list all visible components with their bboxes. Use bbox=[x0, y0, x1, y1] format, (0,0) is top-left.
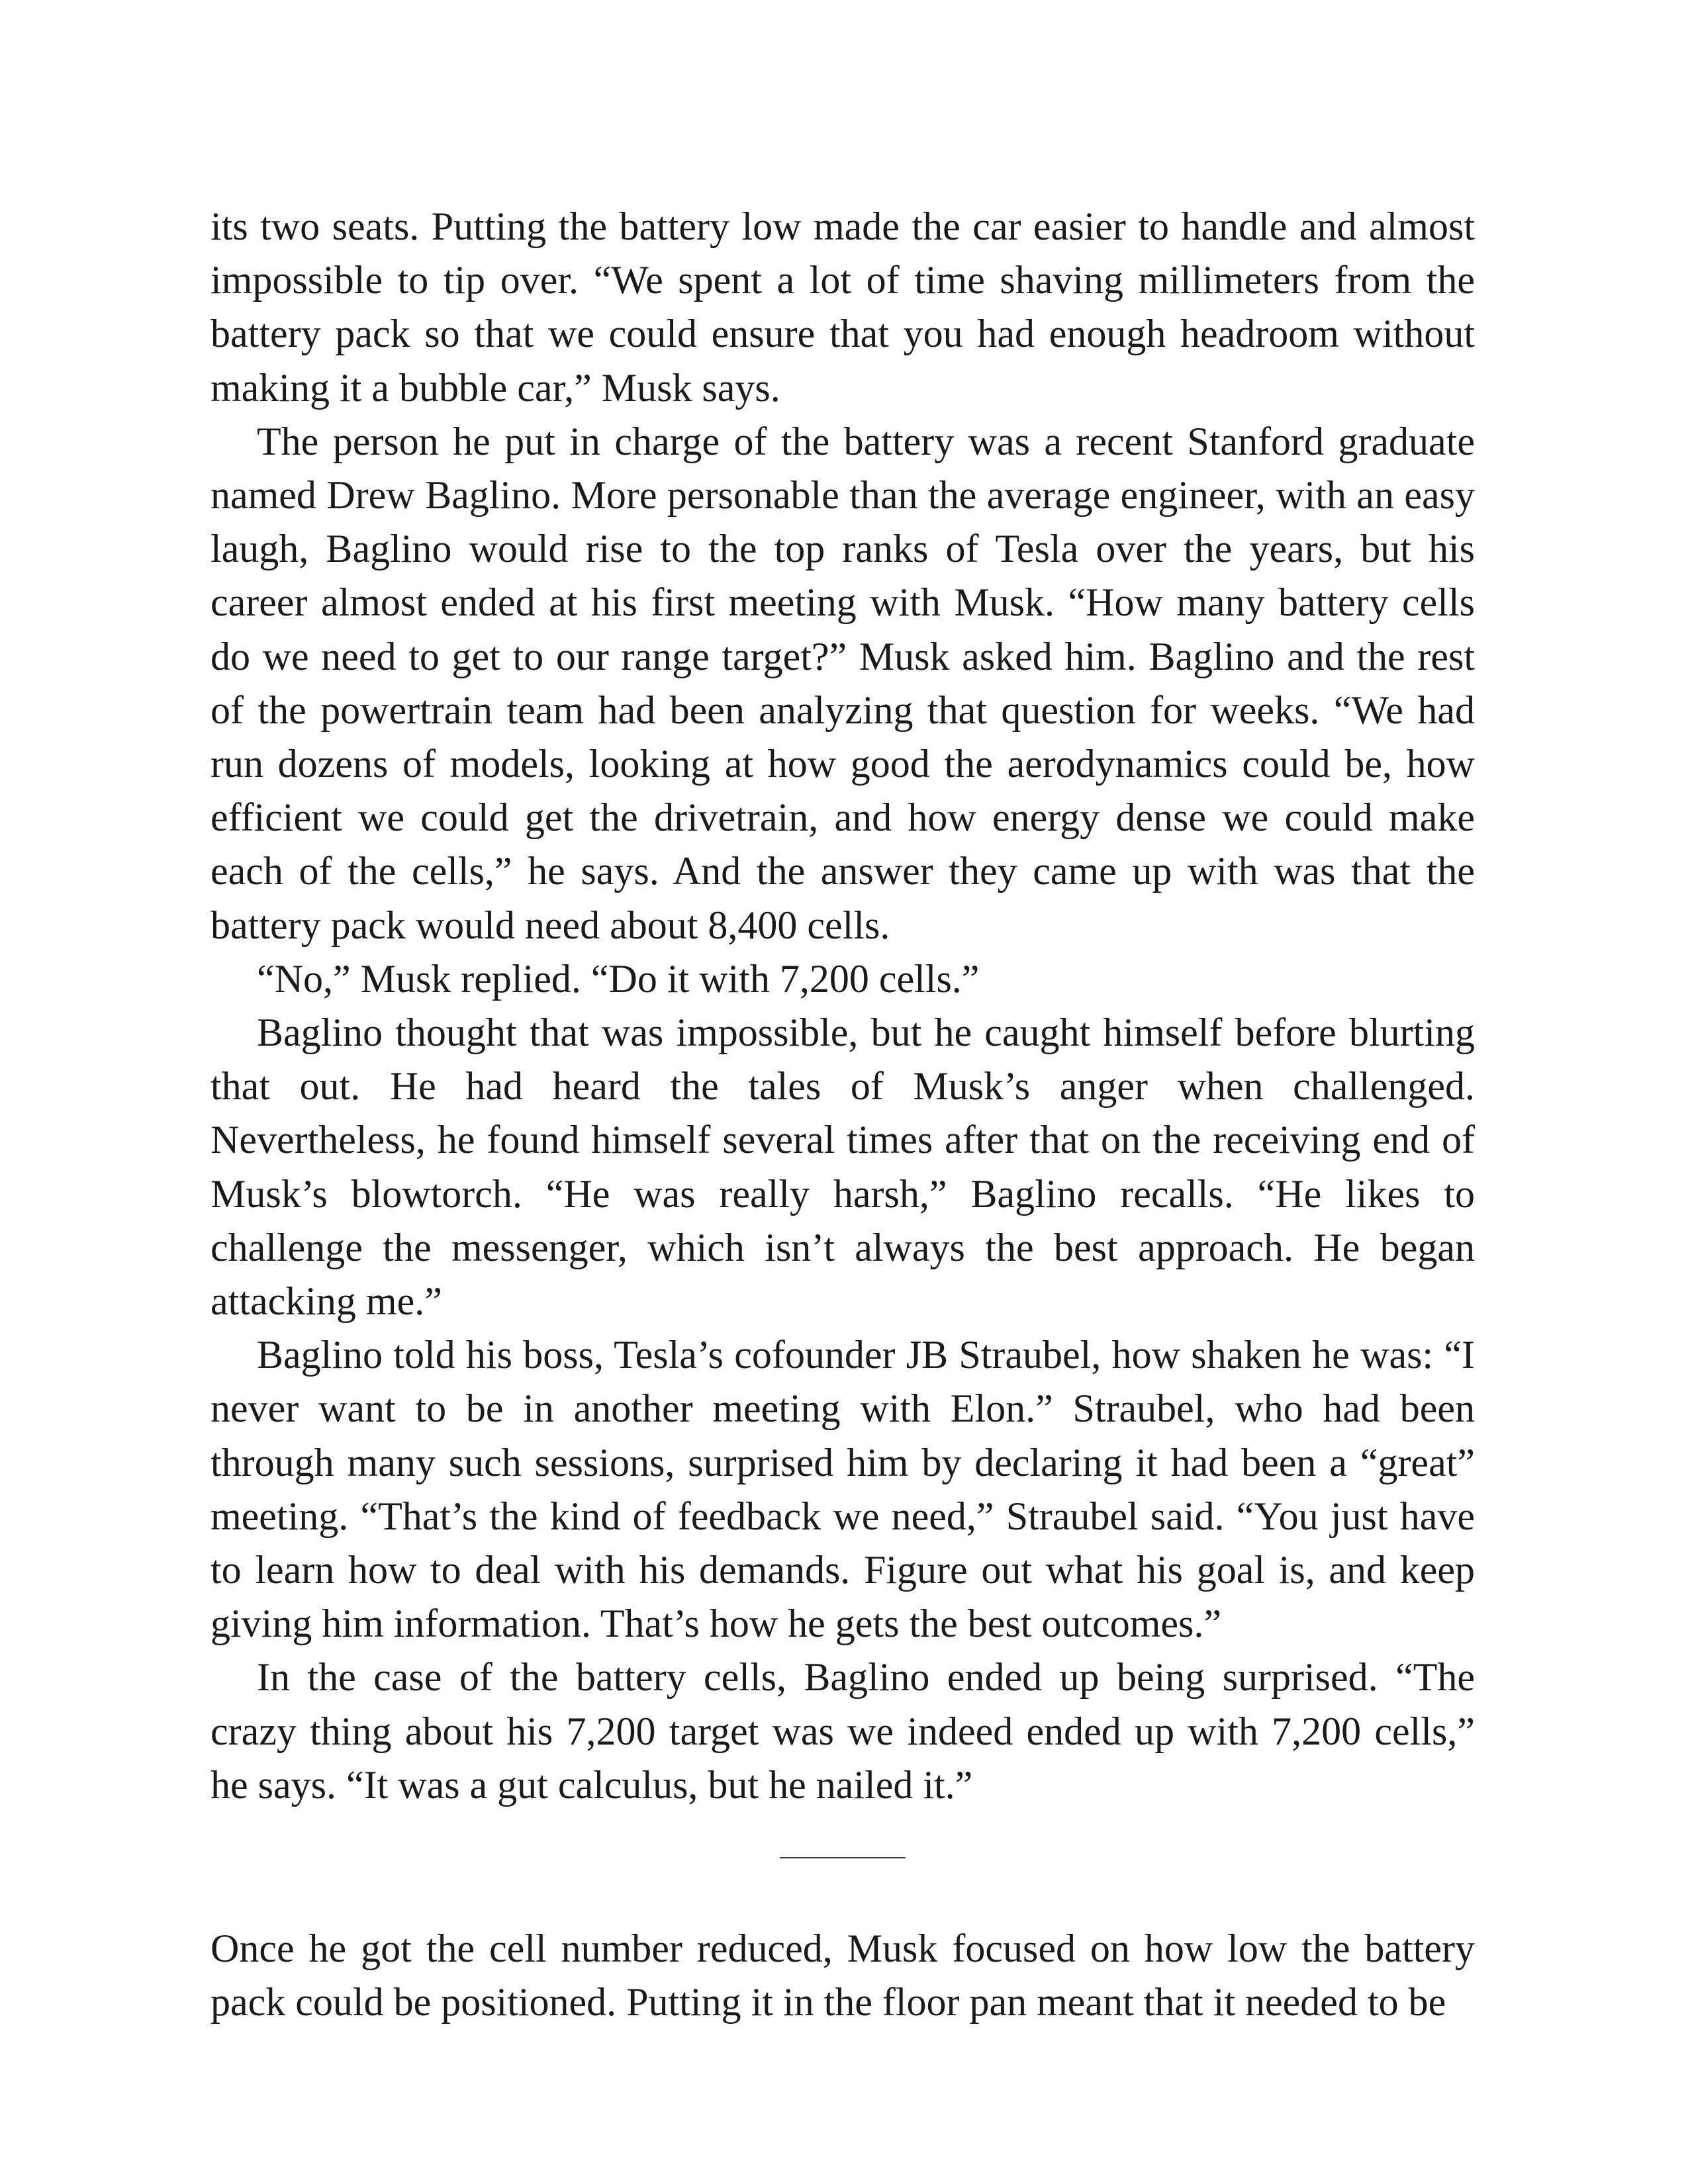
paragraph: Baglino thought that was impossible, but he caught himself before blurting that out. He had heard the tales of Musk’s anger when challenged. Nevertheless, he found himself several times after that on the receiving end of Musk’s blowtorch. “He was really harsh,” Baglino recalls. “He likes to challenge the messenger, which isn’t always the best approach. He began attacking me.” bbox=[211, 1011, 1475, 1324]
paragraph: Once he got the cell number reduced, Musk focused on how low the battery pack could be positioned. Putting it in the floor pan meant that it needed to be bbox=[211, 1927, 1475, 2025]
paragraph: In the case of the battery cells, Baglino ended up being surprised. “The crazy thing about his 7,200 target was we indeed ended up with 7,200 cells,” he says. “It was a gut calculus, but he nailed it.” bbox=[211, 1655, 1475, 1807]
book-page bbox=[211, 200, 1475, 2030]
paragraph: its two seats. Putting the battery low made the car easier to handle and almost impossible to tip over. “We spent a lot of time shaving millimeters from the battery pack so that we could ensure that you had enough headroom without making it a bubble car,” Musk says. bbox=[211, 205, 1475, 410]
section-break-rule bbox=[780, 1857, 906, 1858]
paragraph: The person he put in charge of the battery was a recent Stanford graduate named Drew Baglino. More personable than the average engineer, with an easy laugh, Baglino would rise to the top ranks of Tesla over the years, but his career almost ended at his first meeting with Musk. “How many battery cells do we need to get to our range target?” Musk asked him. Baglino and the rest of the powertrain team had been analyzing that question for weeks. “We had run dozens of models, looking at how good the aerodynamics could be, how efficient we could get the drivetrain, and how energy dense we could make each of the cells,” he says. And the answer they came up with was that the battery pack would need about 8,400 cells. bbox=[211, 419, 1475, 947]
paragraph: Baglino told his boss, Tesla’s cofounder JB Straubel, how shaken he was: “I never want to be in another meeting with Elon.” Straubel, who had been through many such sessions, surprised him by declaring it had been a “great” meeting. “That’s the kind of feedback we need,” Straubel said. “You just have to learn how to deal with his demands. Figure out what his goal is, and keep giving him information. That’s how he gets the best outcomes.” bbox=[211, 1333, 1475, 1646]
paragraph: “No,” Musk replied. “Do it with 7,200 cells.” bbox=[257, 956, 980, 1001]
